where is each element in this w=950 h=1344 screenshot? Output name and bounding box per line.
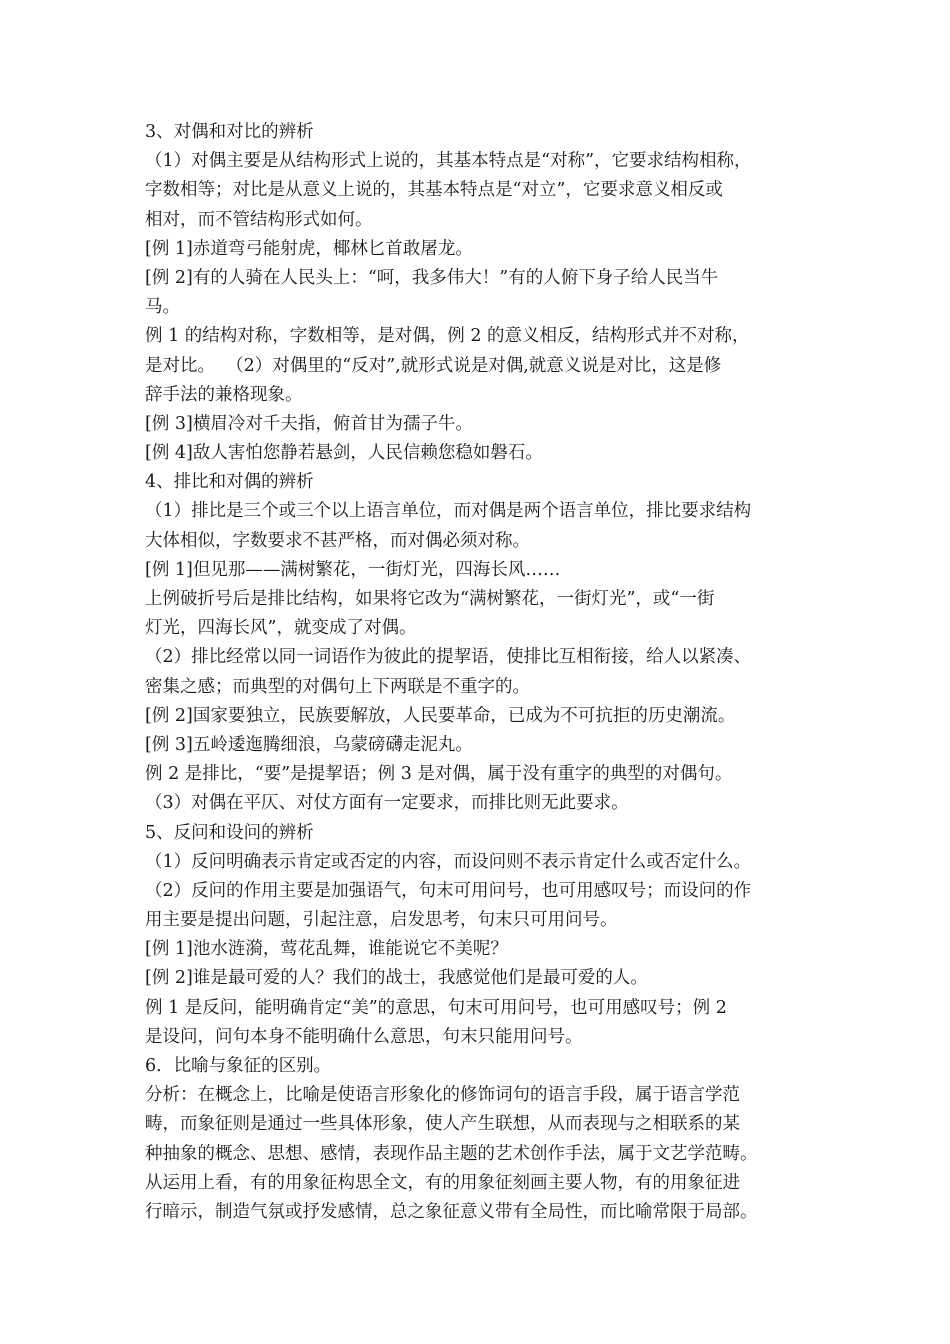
text-line: （1）对偶主要是从结构形式上说的，其基本特点是“对称”，它要求结构相称， bbox=[145, 151, 752, 172]
text-line: 4、排比和对偶的辨析 bbox=[145, 472, 314, 493]
text-line: 上例破折号后是排比结构，如果将它改为“满树繁花，一街灯光”，或“一街 bbox=[145, 589, 715, 609]
text-line: 字数相等；对比是从意义上说的，其基本特点是“对立”，它要求意义相反或 bbox=[145, 180, 723, 201]
text-line: 3、对偶和对比的辨析 bbox=[145, 122, 314, 142]
text-line: 例 1 的结构对称，字数相等，是对偶，例 2 的意义相反，结构形式并不对称， bbox=[145, 326, 750, 347]
text-line: （2）反问的作用主要是加强语气，句末可用问号，也可用感叹号；而设问的作 bbox=[145, 880, 752, 901]
text-line: [例 3]五岭逶迤腾细浪，乌蒙磅礴走泥丸。 bbox=[145, 734, 473, 755]
text-line: （2）排比经常以同一词语作为彼此的提挈语，使排比互相衔接，给人以紧凑、 bbox=[145, 647, 752, 668]
text-line: [例 1]但见那——满树繁花，一街灯光，四海长风…… bbox=[145, 559, 561, 580]
text-line: 辞手法的兼格现象。 bbox=[145, 384, 303, 405]
text-line: 例 1 是反问，能明确肯定“美”的意思，句末可用问号，也可用感叹号；例 2 bbox=[145, 997, 727, 1018]
text-line: 种抽象的概念、思想、感情，表现作品主题的艺术创作手法，属于文艺学范畴。 bbox=[145, 1143, 758, 1164]
text-line: [例 3]横眉冷对千夫指，俯首甘为孺子牛。 bbox=[145, 413, 473, 434]
document-body bbox=[145, 118, 815, 1227]
text-line: 6．比喻与象征的区别。 bbox=[145, 1056, 332, 1076]
text-line: 马。 bbox=[145, 297, 180, 318]
text-line: （1）排比是三个或三个以上语言单位，而对偶是两个语言单位，排比要求结构 bbox=[145, 501, 752, 522]
text-line: [例 2]有的人骑在人民头上：“呵，我多伟大！”有的人俯下身子给人民当牛 bbox=[145, 267, 719, 288]
text-line: 行暗示，制造气氛或抒发感情，总之象征意义带有全局性，而比喻常限于局部。 bbox=[145, 1201, 758, 1222]
text-line: 是设问，问句本身不能明确什么意思，句末只能用问号。 bbox=[145, 1026, 583, 1047]
text-line: 灯光，四海长风”，就变成了对偶。 bbox=[145, 618, 417, 639]
text-line: [例 1]池水涟漪，莺花乱舞，谁能说它不美呢？ bbox=[145, 939, 508, 960]
text-line: 畴，而象征则是通过一些具体形象，使人产生联想，从而表现与之相联系的某 bbox=[145, 1114, 740, 1135]
text-line: 是对比。 （2）对偶里的“反对”,就形式说是对偶,就意义说是对比，这是修 bbox=[145, 355, 722, 376]
text-line: [例 4]敌人害怕您静若悬剑，人民信赖您稳如磐石。 bbox=[145, 443, 543, 464]
text-line: [例 2]谁是最可爱的人？我们的战士，我感觉他们是最可爱的人。 bbox=[145, 968, 648, 989]
text-line: 分析：在概念上，比喻是使语言形象化的修饰词句的语言手段，属于语言学范 bbox=[145, 1085, 740, 1106]
text-line: （3）对偶在平仄、对仗方面有一定要求，而排比则无此要求。 bbox=[145, 793, 629, 814]
text-line: 5、反问和设问的辨析 bbox=[145, 822, 314, 843]
text-line: [例 2]国家要独立，民族要解放，人民要革命，已成为不可抗拒的历史潮流。 bbox=[145, 705, 736, 726]
text-line: [例 1]赤道弯弓能射虎，椰林匕首敢屠龙。 bbox=[145, 238, 473, 259]
text-line: 密集之感；而典型的对偶句上下两联是不重字的。 bbox=[145, 676, 530, 697]
text-line: 例 2 是排比，“要”是提挈语；例 3 是对偶，属于没有重字的典型的对偶句。 bbox=[145, 764, 733, 785]
text-line: （1）反问明确表示肯定或否定的内容，而设问则不表示肯定什么或否定什么。 bbox=[145, 851, 752, 872]
text-line: 大体相似，字数要求不甚严格，而对偶必须对称。 bbox=[145, 530, 530, 551]
text-line: 从运用上看，有的用象征构思全文，有的用象征刻画主要人物，有的用象征进 bbox=[145, 1172, 740, 1193]
text-line: 相对，而不管结构形式如何。 bbox=[145, 209, 373, 230]
text-line: 用主要是提出问题，引起注意，启发思考，句末只可用问号。 bbox=[145, 910, 618, 931]
